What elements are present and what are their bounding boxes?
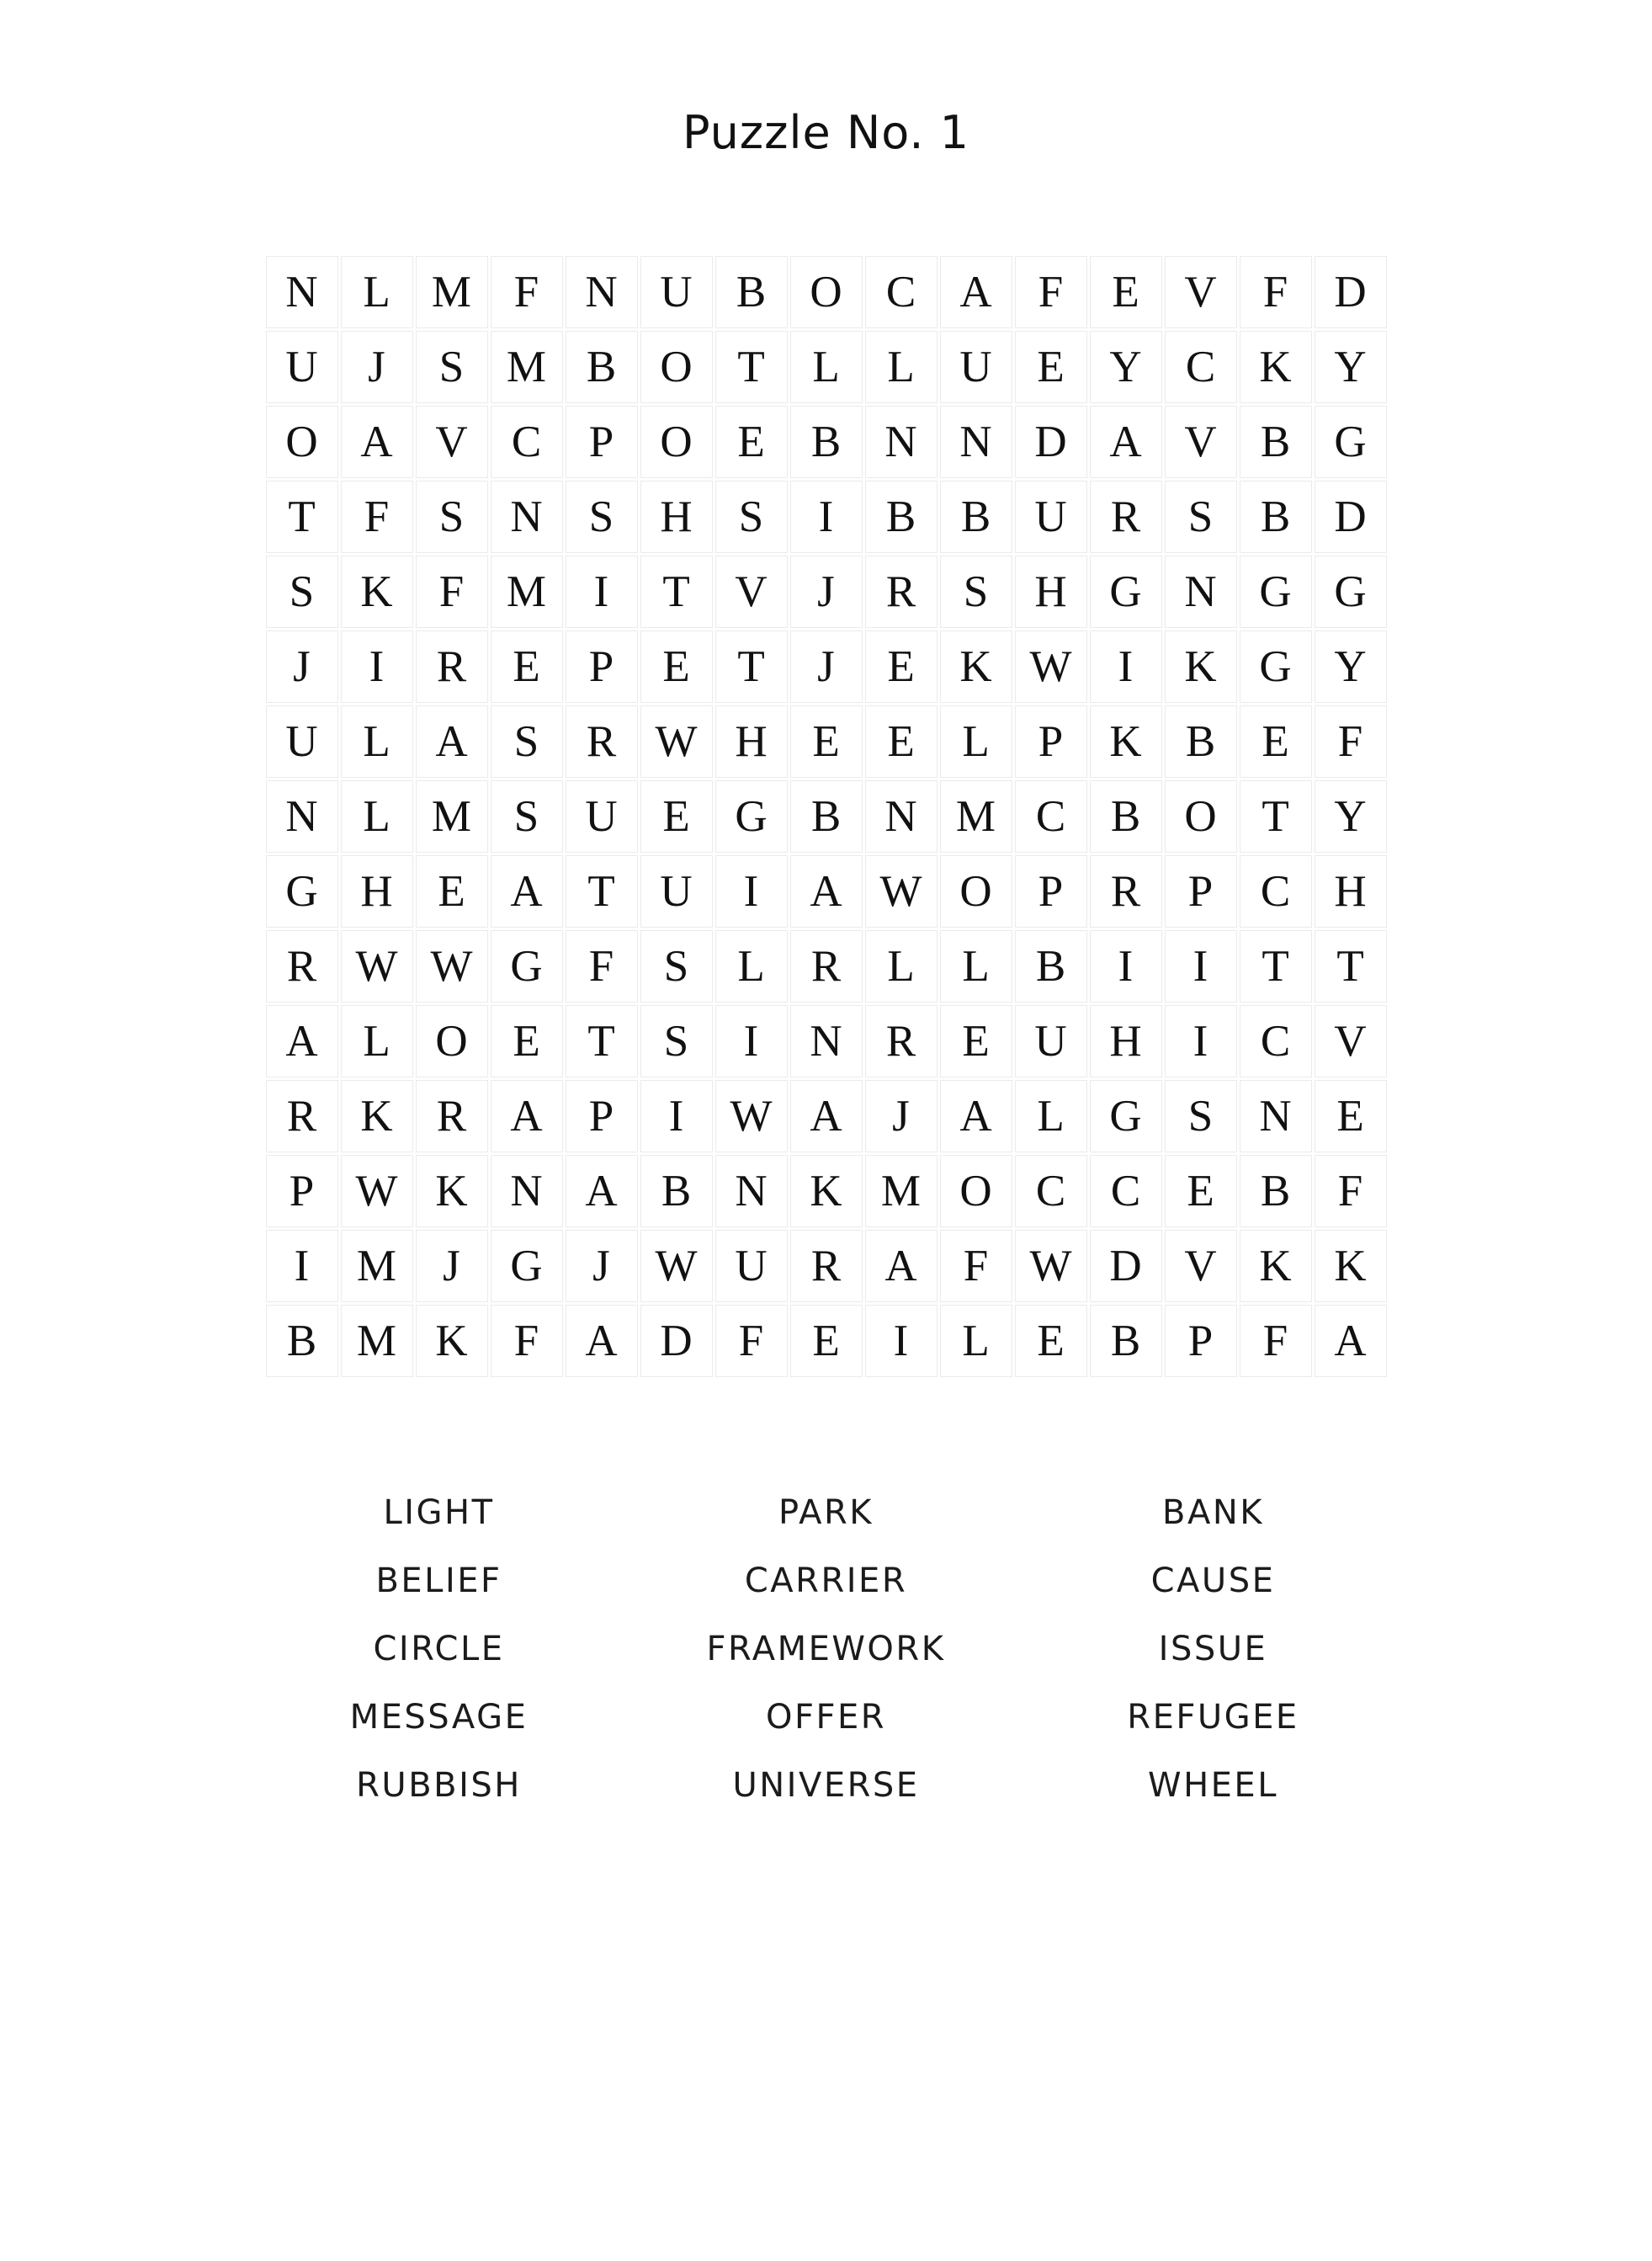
grid-cell[interactable]: C [491,406,563,478]
grid-cell[interactable]: Y [1315,331,1387,403]
word-list-item[interactable]: FRAMEWORK [706,1630,946,1668]
grid-cell[interactable]: S [491,780,563,853]
grid-row [266,1005,1387,1077]
grid-cell[interactable]: K [341,556,413,628]
grid-cell[interactable]: A [266,1005,338,1077]
grid-cell[interactable]: G [1090,1080,1162,1152]
grid-cell[interactable]: J [416,1230,488,1302]
grid-cell[interactable]: S [1165,481,1237,553]
grid-cell[interactable]: W [640,705,713,778]
grid-cell[interactable]: B [566,331,638,403]
grid-cell[interactable]: A [1090,406,1162,478]
puzzle-page [0,106,1652,2261]
grid-cell[interactable]: T [1240,930,1312,1003]
grid-cell[interactable]: B [715,256,788,328]
grid-cell[interactable]: E [865,630,938,703]
grid-row [266,556,1387,628]
grid-cell[interactable]: C [865,256,938,328]
grid-cell[interactable]: H [640,481,713,553]
word-list-item[interactable]: REFUGEE [1127,1698,1299,1737]
grid-cell[interactable]: C [1240,1005,1312,1077]
grid-cell[interactable]: M [491,556,563,628]
grid-cell[interactable]: C [1015,780,1087,853]
grid-cell[interactable]: K [1165,630,1237,703]
grid-cell[interactable]: L [790,331,863,403]
grid-cell[interactable]: T [715,331,788,403]
grid-cell[interactable]: N [491,1155,563,1227]
grid-cell[interactable]: W [865,855,938,928]
grid-cell[interactable]: S [1165,1080,1237,1152]
grid-cell[interactable]: F [341,481,413,553]
grid-cell[interactable]: G [1240,556,1312,628]
word-list-item[interactable]: ISSUE [1158,1630,1268,1668]
grid-cell[interactable]: F [416,556,488,628]
grid-cell[interactable]: G [1315,406,1387,478]
word-list-item[interactable]: UNIVERSE [732,1766,920,1805]
grid-cell[interactable]: I [715,1005,788,1077]
grid-cell[interactable]: J [790,630,863,703]
grid-cell[interactable]: O [416,1005,488,1077]
grid-cell[interactable]: E [1240,705,1312,778]
grid-cell[interactable]: L [940,930,1012,1003]
grid-cell[interactable]: E [790,1305,863,1377]
grid-cell[interactable]: C [1165,331,1237,403]
grid-cell[interactable]: U [640,256,713,328]
grid-cell[interactable]: R [566,705,638,778]
grid-cell[interactable]: U [715,1230,788,1302]
grid-cell[interactable]: H [341,855,413,928]
grid-cell[interactable]: A [491,1080,563,1152]
grid-cell[interactable]: E [1015,1305,1087,1377]
grid-cell[interactable]: W [1015,630,1087,703]
grid-cell[interactable]: K [341,1080,413,1152]
grid-cell[interactable]: D [1090,1230,1162,1302]
grid-cell[interactable]: P [1165,855,1237,928]
word-list-item[interactable]: OFFER [765,1698,887,1737]
grid-cell[interactable]: A [341,406,413,478]
grid-cell[interactable]: R [1090,855,1162,928]
grid-cell[interactable]: K [1090,705,1162,778]
grid-cell[interactable]: E [790,705,863,778]
grid-cell[interactable]: F [491,256,563,328]
grid-cell[interactable]: H [1090,1005,1162,1077]
grid-cell[interactable]: W [640,1230,713,1302]
grid-cell[interactable]: U [266,331,338,403]
grid-cell[interactable]: G [715,780,788,853]
grid-cell[interactable]: S [640,1005,713,1077]
grid-cell[interactable]: P [266,1155,338,1227]
grid-cell[interactable]: F [491,1305,563,1377]
word-list-item[interactable]: BANK [1162,1493,1264,1532]
grid-cell[interactable]: W [416,930,488,1003]
grid-cell[interactable]: B [790,780,863,853]
grid-cell[interactable]: M [491,331,563,403]
grid-cell[interactable]: K [1240,331,1312,403]
grid-cell[interactable]: S [416,331,488,403]
grid-cell[interactable]: K [940,630,1012,703]
grid-cell[interactable]: W [341,1155,413,1227]
word-list-item[interactable]: LIGHT [383,1493,495,1532]
grid-cell[interactable]: J [566,1230,638,1302]
grid-row [266,780,1387,853]
grid-cell[interactable]: B [1165,705,1237,778]
grid-cell[interactable]: N [940,406,1012,478]
grid-cell[interactable]: L [1015,1080,1087,1152]
grid-cell[interactable]: R [790,1230,863,1302]
grid-cell[interactable]: I [640,1080,713,1152]
grid-cell[interactable]: M [341,1305,413,1377]
grid-cell[interactable]: E [1165,1155,1237,1227]
grid-cell[interactable]: D [1015,406,1087,478]
grid-cell[interactable]: B [1240,1155,1312,1227]
grid-row [266,481,1387,553]
grid-cell[interactable]: P [566,630,638,703]
grid-cell[interactable]: U [640,855,713,928]
word-list-item[interactable]: CIRCLE [373,1630,505,1668]
word-list-item[interactable]: PARK [778,1493,874,1532]
grid-cell[interactable]: K [416,1155,488,1227]
grid-cell[interactable]: E [640,780,713,853]
letter-grid-container [0,253,1652,1380]
grid-cell[interactable]: I [1165,1005,1237,1077]
grid-cell[interactable]: W [1015,1230,1087,1302]
grid-cell[interactable]: O [940,1155,1012,1227]
grid-cell[interactable]: E [416,855,488,928]
grid-cell[interactable]: Y [1315,780,1387,853]
grid-cell[interactable]: S [940,556,1012,628]
grid-cell[interactable]: A [566,1305,638,1377]
grid-cell[interactable]: O [940,855,1012,928]
grid-cell[interactable]: E [491,630,563,703]
grid-cell[interactable]: I [266,1230,338,1302]
grid-cell[interactable]: V [1315,1005,1387,1077]
grid-cell[interactable]: U [1015,1005,1087,1077]
word-list-item[interactable]: MESSAGE [349,1698,529,1737]
letter-grid [263,253,1389,1380]
grid-cell[interactable]: G [491,1230,563,1302]
grid-cell[interactable]: E [940,1005,1012,1077]
grid-cell[interactable]: U [266,705,338,778]
grid-cell[interactable]: U [1015,481,1087,553]
grid-cell[interactable]: I [1090,930,1162,1003]
grid-cell[interactable]: L [865,930,938,1003]
grid-cell[interactable]: K [416,1305,488,1377]
grid-cell[interactable]: Y [1315,630,1387,703]
grid-cell[interactable]: F [1240,1305,1312,1377]
grid-cell[interactable]: V [715,556,788,628]
grid-cell[interactable]: L [341,256,413,328]
grid-cell[interactable]: R [790,930,863,1003]
grid-cell[interactable]: O [640,406,713,478]
grid-cell[interactable]: H [1315,855,1387,928]
grid-cell[interactable]: J [865,1080,938,1152]
grid-cell[interactable]: K [1240,1230,1312,1302]
grid-cell[interactable]: B [1015,930,1087,1003]
grid-cell[interactable]: D [1315,481,1387,553]
grid-row [266,1230,1387,1302]
grid-cell[interactable]: R [266,930,338,1003]
grid-cell[interactable]: U [940,331,1012,403]
grid-cell[interactable]: M [940,780,1012,853]
grid-cell[interactable]: B [1090,780,1162,853]
grid-cell[interactable]: Y [1090,331,1162,403]
word-list-item[interactable]: BELIEF [375,1561,502,1600]
grid-cell[interactable]: I [1165,930,1237,1003]
grid-cell[interactable]: M [865,1155,938,1227]
word-column-3 [1020,1479,1407,1820]
word-column-2 [633,1479,1020,1820]
grid-cell[interactable]: T [1315,930,1387,1003]
grid-cell[interactable]: A [865,1230,938,1302]
grid-cell[interactable]: A [566,1155,638,1227]
grid-cell[interactable]: E [640,630,713,703]
grid-cell[interactable]: E [1090,256,1162,328]
grid-cell[interactable]: E [715,406,788,478]
grid-cell[interactable]: A [416,705,488,778]
grid-cell[interactable]: B [940,481,1012,553]
grid-cell[interactable]: E [865,705,938,778]
grid-cell[interactable]: G [491,930,563,1003]
grid-cell[interactable]: T [1240,780,1312,853]
grid-cell[interactable]: F [1315,705,1387,778]
page-title: Puzzle No. 1 [682,106,970,159]
grid-cell[interactable]: M [416,256,488,328]
grid-cell[interactable]: B [266,1305,338,1377]
grid-cell[interactable]: L [940,705,1012,778]
grid-cell[interactable]: B [640,1155,713,1227]
grid-cell[interactable]: F [715,1305,788,1377]
grid-cell[interactable]: I [1090,630,1162,703]
grid-cell[interactable]: V [1165,256,1237,328]
grid-cell[interactable]: F [1015,256,1087,328]
grid-cell[interactable]: C [1015,1155,1087,1227]
grid-cell[interactable]: J [790,556,863,628]
grid-cell[interactable]: I [790,481,863,553]
grid-cell[interactable]: I [715,855,788,928]
grid-cell[interactable]: L [715,930,788,1003]
grid-cell[interactable]: D [640,1305,713,1377]
grid-cell[interactable]: T [266,481,338,553]
grid-cell[interactable]: P [1015,855,1087,928]
grid-cell[interactable]: I [341,630,413,703]
grid-cell[interactable]: W [715,1080,788,1152]
grid-row [266,256,1387,328]
grid-cell[interactable]: S [491,705,563,778]
grid-cell[interactable]: O [1165,780,1237,853]
grid-cell[interactable]: B [1240,406,1312,478]
grid-cell[interactable]: H [1015,556,1087,628]
grid-cell[interactable]: R [1090,481,1162,553]
word-list-item[interactable]: CARRIER [744,1561,908,1600]
grid-cell[interactable]: L [341,1005,413,1077]
grid-cell[interactable]: S [566,481,638,553]
grid-cell[interactable]: R [266,1080,338,1152]
grid-cell[interactable]: S [416,481,488,553]
grid-cell[interactable]: L [940,1305,1012,1377]
grid-cell[interactable]: R [865,556,938,628]
grid-cell[interactable]: R [865,1005,938,1077]
grid-cell[interactable]: E [491,1005,563,1077]
grid-row [266,855,1387,928]
grid-cell[interactable]: F [1315,1155,1387,1227]
grid-cell[interactable]: A [491,855,563,928]
grid-row [266,331,1387,403]
grid-cell[interactable]: N [790,1005,863,1077]
grid-cell[interactable]: O [266,406,338,478]
grid-cell[interactable]: D [1315,256,1387,328]
grid-cell[interactable]: E [1015,331,1087,403]
grid-cell[interactable]: V [1165,1230,1237,1302]
grid-row [266,1305,1387,1377]
grid-cell[interactable]: A [940,256,1012,328]
grid-cell[interactable]: T [566,1005,638,1077]
grid-cell[interactable]: A [790,855,863,928]
grid-row [266,1155,1387,1227]
word-column-1 [246,1479,633,1820]
word-list [0,1479,1652,1820]
grid-cell[interactable]: O [640,331,713,403]
grid-cell[interactable]: L [341,705,413,778]
grid-cell[interactable]: E [1315,1080,1387,1152]
grid-cell[interactable]: R [416,1080,488,1152]
grid-row [266,705,1387,778]
grid-row [266,406,1387,478]
grid-cell[interactable]: L [341,780,413,853]
grid-cell[interactable]: J [341,331,413,403]
grid-cell[interactable]: B [1090,1305,1162,1377]
grid-cell[interactable]: N [1165,556,1237,628]
grid-cell[interactable]: N [491,481,563,553]
grid-cell[interactable]: T [640,556,713,628]
grid-cell[interactable]: N [1240,1080,1312,1152]
grid-cell[interactable]: N [865,406,938,478]
grid-row [266,1080,1387,1152]
grid-cell[interactable]: S [640,930,713,1003]
grid-cell[interactable]: N [865,780,938,853]
grid-row [266,930,1387,1003]
grid-cell[interactable]: K [1315,1230,1387,1302]
grid-cell[interactable]: H [715,705,788,778]
grid-cell[interactable]: O [790,256,863,328]
grid-cell[interactable]: C [1090,1155,1162,1227]
grid-cell[interactable]: I [865,1305,938,1377]
grid-cell[interactable]: P [566,1080,638,1152]
grid-cell[interactable]: L [865,331,938,403]
grid-cell[interactable]: N [266,256,338,328]
grid-cell[interactable]: N [715,1155,788,1227]
grid-cell[interactable]: P [1015,705,1087,778]
grid-cell[interactable]: F [940,1230,1012,1302]
grid-cell[interactable]: W [341,930,413,1003]
grid-cell[interactable]: B [1240,481,1312,553]
grid-cell[interactable]: I [566,556,638,628]
grid-row [266,630,1387,703]
grid-cell[interactable]: P [1165,1305,1237,1377]
grid-cell[interactable]: M [341,1230,413,1302]
grid-cell[interactable]: V [416,406,488,478]
grid-cell[interactable]: G [266,855,338,928]
grid-cell[interactable]: G [1240,630,1312,703]
grid-cell[interactable]: P [566,406,638,478]
grid-cell[interactable]: G [1315,556,1387,628]
grid-cell[interactable]: B [865,481,938,553]
grid-cell[interactable]: N [266,780,338,853]
grid-cell[interactable]: T [715,630,788,703]
grid-cell[interactable]: R [416,630,488,703]
grid-cell[interactable]: C [1240,855,1312,928]
word-list-item[interactable]: WHEEL [1148,1766,1278,1805]
word-list-item[interactable]: CAUSE [1150,1561,1276,1600]
grid-cell[interactable]: S [715,481,788,553]
grid-cell[interactable]: A [940,1080,1012,1152]
grid-cell[interactable]: K [790,1155,863,1227]
grid-cell[interactable]: V [1165,406,1237,478]
grid-cell[interactable]: M [416,780,488,853]
grid-cell[interactable]: B [790,406,863,478]
grid-cell[interactable]: F [1240,256,1312,328]
grid-cell[interactable]: A [1315,1305,1387,1377]
grid-cell[interactable]: G [1090,556,1162,628]
grid-cell[interactable]: N [566,256,638,328]
grid-cell[interactable]: T [566,855,638,928]
grid-cell[interactable]: U [566,780,638,853]
grid-cell[interactable]: F [566,930,638,1003]
word-list-item[interactable]: RUBBISH [356,1766,522,1805]
grid-cell[interactable]: A [790,1080,863,1152]
grid-cell[interactable]: J [266,630,338,703]
grid-cell[interactable]: S [266,556,338,628]
